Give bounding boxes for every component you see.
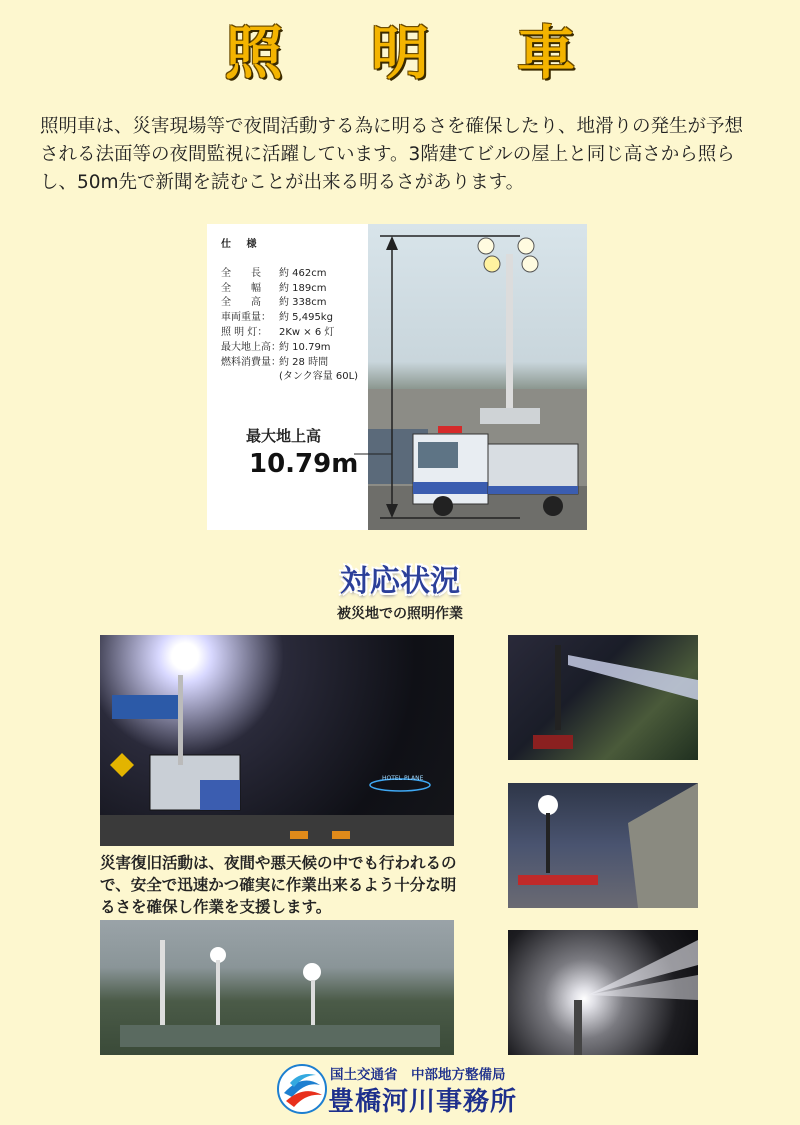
spec-key: 燃料消費量： [221,356,281,368]
section-subtitle: 被災地での照明作業 [337,606,463,622]
slope-lighting-photo [508,635,698,760]
spec-key: 車両重量： [221,312,271,324]
spec-row [221,296,358,311]
spec-key: 照 明 灯： [221,326,268,338]
spec-row [221,326,358,341]
ministry-name: 国土交通省 中部地方整備局 [330,1067,506,1083]
spec-value: 約 462cm [279,267,327,279]
spec-value: 約 5,495kg [279,312,333,324]
spec-key: 全 幅 [221,282,261,294]
night-operation-photo [100,635,454,846]
spec-row [221,356,358,371]
spec-value: 2Kw × 6 灯 [279,326,335,338]
intro-text: 照明車は、災害現場等で夜間活動する為に明るさを確保したり、地滑りの発生が予想される法面等の夜間監視に活躍しています。3階建てビルの屋上と同じ高さから照らし、50m先で新聞を読むことが出来る明るさがあります。 [40,116,744,193]
spec-value: 約 189cm [279,282,327,294]
ministry-logo-icon [276,1063,328,1115]
spec-value: 約 10.79m [279,341,331,353]
spec-value: 約 28 時間 [279,356,329,368]
office-name: 豊橋河川事務所 [328,1087,518,1117]
spec-row [221,311,358,326]
spec-key: 全 長 [221,267,261,279]
mountain-operation-photo [100,920,454,1055]
spec-list [221,238,358,385]
hotel-sign: HOTEL PLANE [382,775,424,782]
photo-caption: 災害復旧活動は、夜間や悪天候の中でも行われるので、安全で迅速かつ確実に作業出来るよう十分な明るさを確保し作業を支援します。 [100,854,457,916]
spec-row [221,282,358,297]
floodlight-closeup-photo [508,930,698,1055]
height-indicator [340,224,530,530]
max-height-label: 最大地上高 [246,427,322,445]
spec-row [221,341,358,356]
max-height-value: 10.79m [249,449,359,479]
spec-value: 約 338cm [279,297,327,309]
spec-heading: 仕 様 [221,239,263,250]
section-title: 対応状況 [340,564,460,599]
spec-key: 最大地上高： [221,341,281,353]
fog-slope-photo [508,783,698,908]
page-title: 照 明 車 [224,19,610,87]
spec-row [221,267,358,282]
spec-key: 全 高 [221,297,261,309]
spec-note: (タンク容量 60L) [279,371,359,383]
